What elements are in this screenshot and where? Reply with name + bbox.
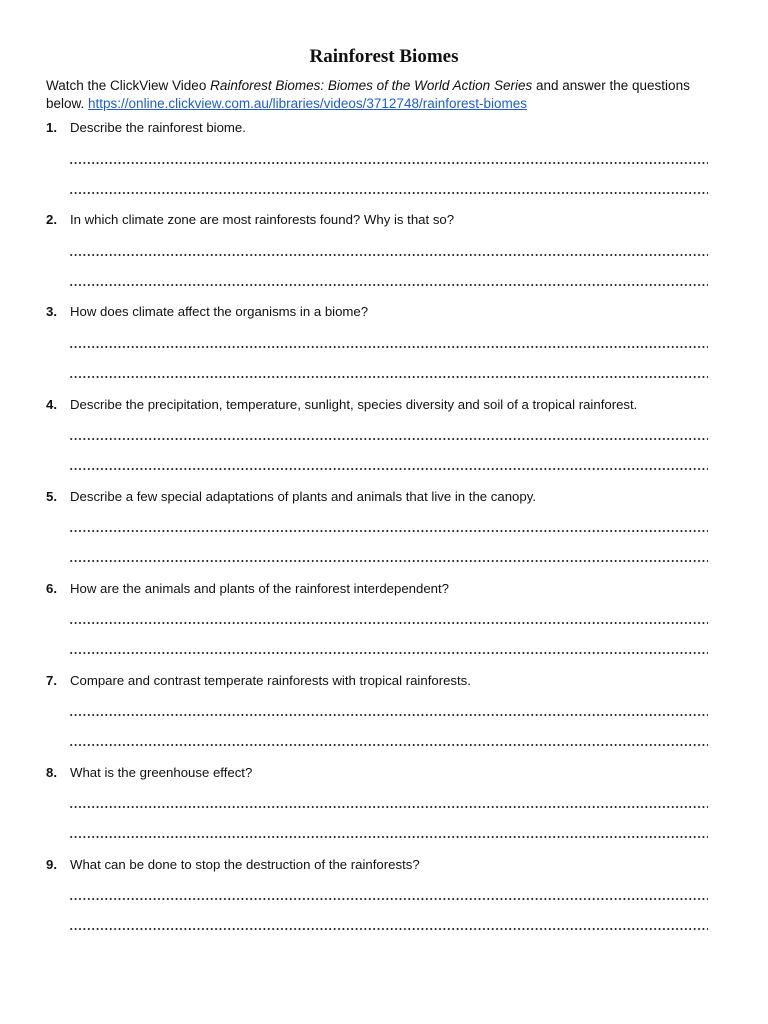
question-text: How are the animals and plants of the rainforest interdependent? [70,581,450,596]
question-8 [46,765,726,781]
question-1 [46,120,726,136]
question-number: 4. [46,397,57,412]
answer-line[interactable] [69,438,708,440]
question-text: Compare and contrast temperate rainforests with tropical rainforests. [70,673,471,688]
question-3 [46,304,726,320]
intro-paragraph [46,77,726,112]
answer-line[interactable] [69,192,708,194]
answer-line[interactable] [69,714,708,716]
question-number: 6. [46,581,57,596]
question-text: What is the greenhouse effect? [70,765,253,780]
page-title: Rainforest Biomes [309,46,459,67]
question-4 [46,397,726,413]
answer-line[interactable] [69,836,708,838]
intro-suffix: and answer the questions below. [46,78,690,111]
question-2 [46,212,726,228]
answer-line[interactable] [69,468,708,470]
answer-line[interactable] [69,744,708,746]
question-number: 7. [46,673,57,688]
question-number: 1. [46,120,57,135]
question-7 [46,673,726,689]
video-title: Rainforest Biomes: Biomes of the World Action Series [210,78,533,93]
answer-line[interactable] [69,376,708,378]
answer-line[interactable] [69,652,708,654]
question-number: 8. [46,765,57,780]
question-text: Describe the precipitation, temperature, sunlight, species diversity and soil of a tropical rainforest. [70,397,638,412]
answer-line[interactable] [69,284,708,286]
answer-line[interactable] [69,346,708,348]
answer-line[interactable] [69,928,708,930]
question-number: 9. [46,857,57,872]
question-text: Describe the rainforest biome. [70,120,246,135]
answer-line[interactable] [69,622,708,624]
question-9 [46,857,726,873]
question-number: 5. [46,489,57,504]
intro-prefix: Watch the ClickView Video [46,78,211,93]
answer-line[interactable] [69,806,708,808]
answer-line[interactable] [69,162,708,164]
question-text: What can be done to stop the destruction of the rainforests? [70,857,420,872]
answer-line[interactable] [69,254,708,256]
question-5 [46,489,726,505]
question-text: How does climate affect the organisms in a biome? [70,304,369,319]
video-link[interactable]: https://online.clickview.com.au/libraries/videos/3712748/rainforest-biomes [88,95,527,111]
answer-line[interactable] [69,560,708,562]
question-number: 2. [46,212,57,227]
question-6 [46,581,726,597]
question-number: 3. [46,304,57,319]
answer-line[interactable] [69,530,708,532]
answer-line[interactable] [69,898,708,900]
question-text: In which climate zone are most rainforests found? Why is that so? [70,212,455,227]
question-text: Describe a few special adaptations of plants and animals that live in the canopy. [70,489,536,504]
